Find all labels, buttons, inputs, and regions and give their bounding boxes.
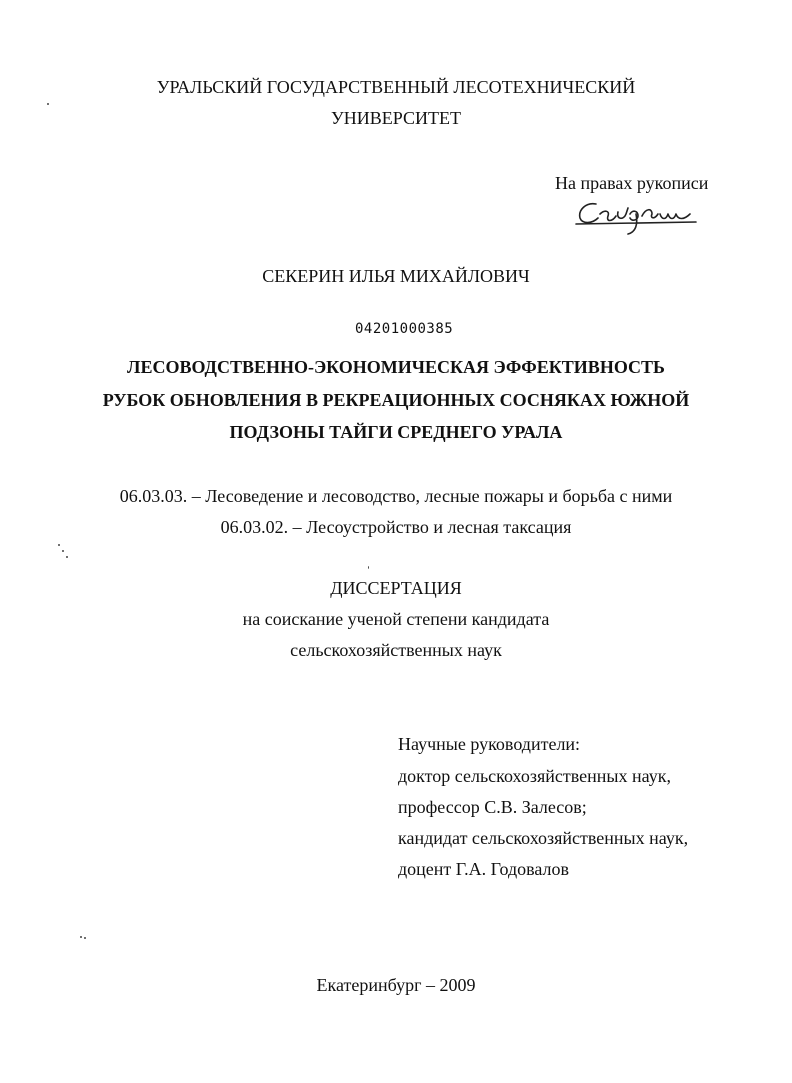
manuscript-rights-label: На правах рукописи bbox=[555, 173, 709, 193]
degree-line1: на соискание ученой степени кандидата bbox=[242, 609, 550, 629]
supervisor-line-2: профессор С.В. Залесов; bbox=[398, 797, 587, 817]
university-name-line1: УРАЛЬСКИЙ ГОСУДАРСТВЕННЫЙ ЛЕСОТЕХНИЧЕСКИЙ bbox=[156, 77, 636, 97]
dissertation-title-line3: ПОДЗОНЫ ТАЙГИ СРЕДНЕГО УРАЛА bbox=[229, 422, 563, 442]
scan-speck bbox=[58, 544, 60, 546]
document-type-heading: ДИССЕРТАЦИЯ bbox=[330, 578, 462, 598]
supervisor-line-1: доктор сельскохозяйственных наук, bbox=[398, 766, 671, 786]
degree-line2: сельскохозяйственных наук bbox=[290, 640, 502, 660]
supervisor-line-4: доцент Г.А. Годовалов bbox=[398, 859, 570, 879]
scan-speck bbox=[368, 566, 369, 569]
specialty-code-2: 06.03.02. – Лесоустройство и лесная таксация bbox=[220, 517, 572, 537]
author-signature bbox=[572, 190, 702, 236]
specialty-code-1: 06.03.03. – Лесоведение и лесоводство, лесные пожары и борьба с ними bbox=[119, 486, 673, 506]
university-name-line2: УНИВЕРСИТЕТ bbox=[331, 108, 461, 128]
scan-speck bbox=[80, 936, 82, 938]
registration-number: 04201000385 bbox=[355, 321, 454, 337]
author-name: СЕКЕРИН ИЛЬЯ МИХАЙЛОВИЧ bbox=[262, 266, 530, 286]
supervisor-line-3: кандидат сельскохозяйственных наук, bbox=[398, 828, 689, 848]
dissertation-title-line1: ЛЕСОВОДСТВЕННО-ЭКОНОМИЧЕСКАЯ ЭФФЕКТИВНОСТЬ bbox=[127, 357, 665, 377]
scan-speck bbox=[47, 103, 49, 105]
dissertation-title-line2: РУБОК ОБНОВЛЕНИЯ В РЕКРЕАЦИОННЫХ СОСНЯКАХ ЮЖНОЙ bbox=[102, 390, 690, 410]
scan-speck bbox=[62, 550, 64, 552]
scan-speck bbox=[84, 937, 86, 939]
scan-speck bbox=[66, 556, 68, 558]
supervisors-heading: Научные руководители: bbox=[398, 734, 581, 754]
city-year: Екатеринбург – 2009 bbox=[316, 975, 476, 995]
